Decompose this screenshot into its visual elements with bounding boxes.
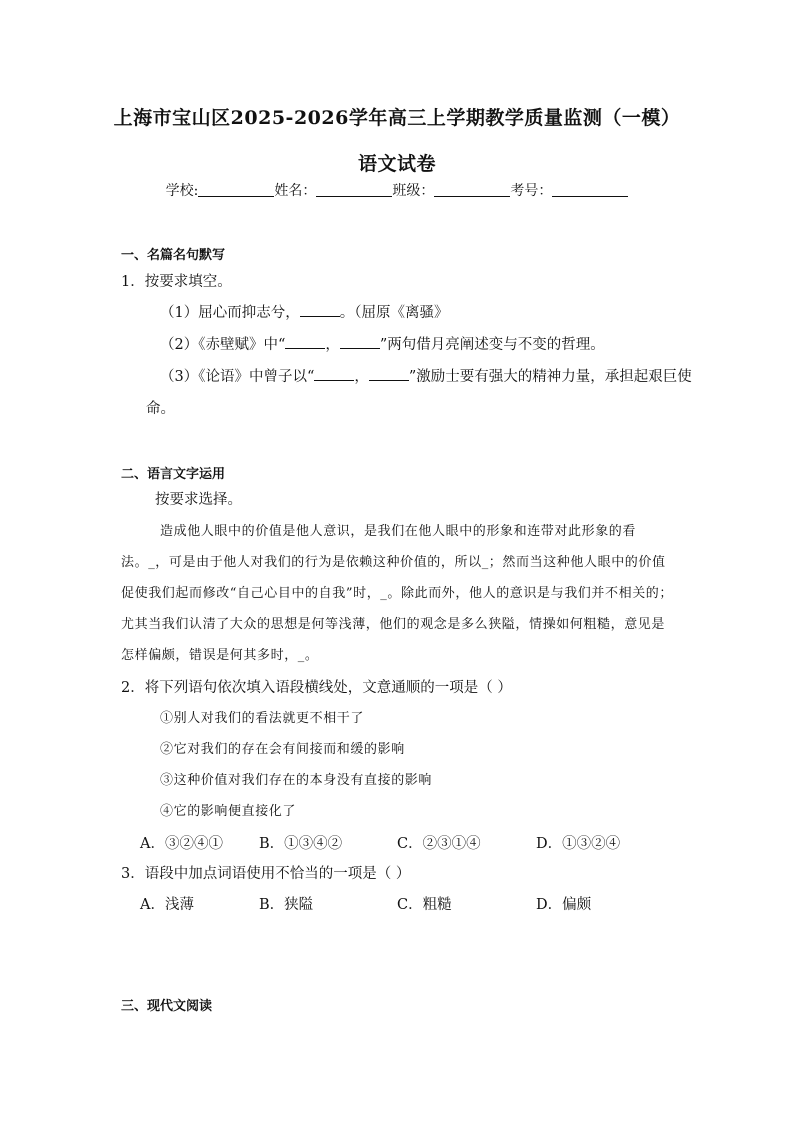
question-3-stem: 3．语段中加点词语使用不恰当的一项是（ ） [121,866,411,882]
class-blank[interactable] [434,182,510,197]
option-d[interactable]: D．偏颇 [536,897,592,913]
passage-line-4: 尤其当我们认清了大众的思想是何等浅薄，他们的观念是多么狭隘，情操如何粗糙，意见是 [121,617,666,632]
option-c[interactable]: C．粗糙 [397,897,452,913]
name-blank[interactable] [316,182,392,197]
passage-line-1: 造成他人眼中的价值是他人意识，是我们在他人眼中的形象和连带对此形象的看 [160,524,637,539]
question-1-stem: 1．按要求填空。 [121,274,232,290]
school-label: 学校: [165,183,199,199]
option-b[interactable]: B．①③④② [259,836,343,852]
exam-subtitle: 语文试卷 [357,153,436,175]
item-3-post: ”激励士要有强大的精神力量，承担起艰巨使 [408,369,692,385]
section-2-heading: 二、语言文字运用 [121,467,226,482]
fill-blank[interactable] [300,304,340,317]
statement-1: ①别人对我们的看法就更不相干了 [160,711,365,726]
student-info-fields [0,180,794,200]
item-3-pre: （3）《论语》中曾子以“ [160,369,315,385]
option-a[interactable]: A．浅薄 [140,897,194,913]
section-1-heading: 一、名篇名句默写 [121,248,226,263]
section-2-intro: 按要求选择。 [155,492,242,508]
exam-number-label: 考号： [510,183,553,199]
statement-2: ②它对我们的存在会有间接而和缓的影响 [160,742,405,757]
item-1-pre: （1）屈心而抑志兮， [160,305,300,321]
item-3-mid: ， [354,369,369,385]
fill-blank[interactable] [369,368,409,381]
statement-4: ④它的影响便直接化了 [160,804,297,819]
item-2-mid: ， [325,337,340,353]
item-1-post: 。（屈原《离骚》 [339,305,449,321]
class-label: 班级： [392,183,435,199]
fill-blank[interactable] [340,336,380,349]
school-blank[interactable] [198,182,274,197]
section-3-heading: 三、现代文阅读 [121,999,213,1014]
question-1-item-2 [160,333,605,354]
passage-line-3: 促使我们起而修改“自己心目中的自我”时，_。除此而外，他人的意识是与我们并不相关的； [121,586,673,601]
item-2-post: ”两句借月亮阐述变与不变的哲理。 [379,337,605,353]
name-label: 姓名： [274,183,317,199]
option-d[interactable]: D．①③②④ [536,836,621,852]
question-1-item-1 [160,301,448,322]
passage-line-5: 怎样偏颇，错误是何其多时，_。 [121,648,319,663]
question-1-item-3 [160,365,692,386]
question-2-stem: 2．将下列语句依次填入语段横线处，文意通顺的一项是（ ） [121,680,512,696]
exam-title: 上海市宝山区2025-2026学年高三上学期教学质量监测（一模） [113,107,681,129]
statement-3: ③这种价值对我们存在的本身没有直接的影响 [160,773,433,788]
passage-line-2: 法。_，可是由于他人对我们的行为是依赖这种价值的，所以_；然而当这种他人眼中的价值 [121,555,666,570]
fill-blank[interactable] [314,368,354,381]
item-2-pre: （2）《赤壁赋》中“ [160,337,286,353]
option-c[interactable]: C．②③①④ [397,836,481,852]
question-1-item-3-cont: 命。 [146,401,175,417]
exam-number-blank[interactable] [552,182,628,197]
option-b[interactable]: B．狭隘 [259,897,314,913]
option-a[interactable]: A．③②④① [140,836,223,852]
fill-blank[interactable] [285,336,325,349]
